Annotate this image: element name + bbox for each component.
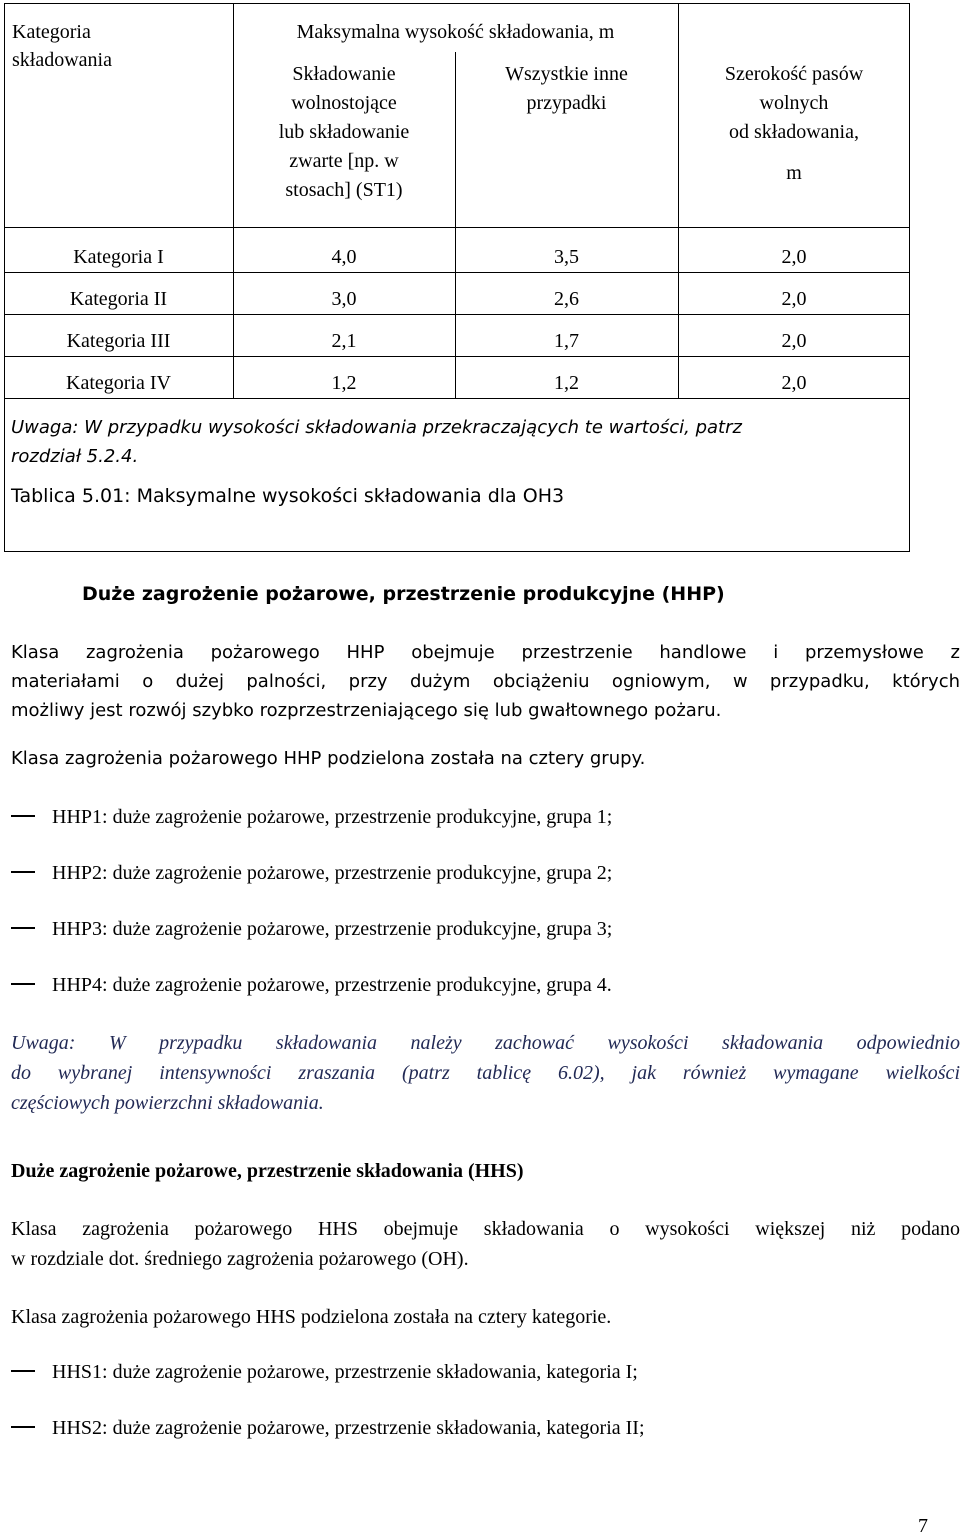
header-text: wolnych xyxy=(759,92,829,114)
row-value: 2,6 xyxy=(554,288,579,310)
table-note xyxy=(11,413,742,471)
row-value: 4,0 xyxy=(331,246,357,268)
list-item: HHS2: duże zagrożenie pożarowe, przestrzenie składowania, kategoria II; xyxy=(52,1417,645,1439)
paragraph-line: Klasa zagrożenia pożarowego HHP obejmuje przestrzenie handlowe i przemysłowe z xyxy=(11,642,960,663)
header-text: Szerokość pasów xyxy=(724,63,864,85)
page-number: 7 xyxy=(918,1515,928,1537)
table-caption: Tablica 5.01: Maksymalne wysokości składowania dla OH3 xyxy=(11,485,565,507)
header-text: m xyxy=(786,162,802,184)
row-category: Kategoria IV xyxy=(66,372,171,394)
row-category: Kategoria II xyxy=(69,288,168,310)
header-text: wolnostojące xyxy=(291,92,397,114)
row-value: 2,0 xyxy=(781,246,807,268)
header-text: przypadki xyxy=(526,92,607,114)
header-category xyxy=(12,18,112,74)
row-category: Kategoria III xyxy=(66,330,171,352)
header-text: od składowania, xyxy=(729,121,859,143)
header-text: stosach] (ST1) xyxy=(285,179,403,201)
row-value: 2,0 xyxy=(781,330,807,352)
header-text: składowania xyxy=(12,49,112,71)
paragraph-line: materiałami o dużej palności, przy dużym obciążeniu ogniowym, w przypadku, których xyxy=(11,671,960,692)
row-value: 3,5 xyxy=(554,246,579,268)
row-value: 2,1 xyxy=(331,330,357,352)
header-text: Składowanie xyxy=(292,63,396,85)
table-divider xyxy=(4,356,910,357)
note-line: Uwaga: W przypadku wysokości składowania przekraczających te wartości, patrz xyxy=(11,417,742,438)
header-standalone-storage xyxy=(233,60,455,205)
paragraph-line: możliwy jest rozwój szybko rozprzestrzeniającego się lub gwałtownego pożaru. xyxy=(11,700,722,721)
hhs-heading: Duże zagrożenie pożarowe, przestrzenie składowania (HHS) xyxy=(11,1160,524,1182)
table-divider xyxy=(4,272,910,273)
header-text: zwarte [np. w xyxy=(289,150,399,172)
note-line: częściowych powierzchni składowania. xyxy=(11,1092,324,1114)
dash-bullet-icon xyxy=(11,1370,35,1372)
dash-bullet-icon xyxy=(11,871,35,873)
header-free-strip-width xyxy=(678,60,910,188)
note-line: rozdział 5.2.4. xyxy=(11,446,139,467)
row-value: 2,0 xyxy=(781,288,807,310)
header-other-cases xyxy=(455,60,678,118)
note-line: do wybranej intensywności zraszania (patrz tablicę 6.02), jak również wymagane wielkości xyxy=(11,1062,960,1084)
dash-bullet-icon xyxy=(11,927,35,929)
table-divider xyxy=(4,227,910,228)
row-value: 1,2 xyxy=(331,372,357,394)
dash-bullet-icon xyxy=(11,815,35,817)
dash-bullet-icon xyxy=(11,983,35,985)
paragraph-line: w rozdziale dot. średniego zagrożenia pożarowego (OH). xyxy=(11,1248,469,1270)
paragraph-line: Klasa zagrożenia pożarowego HHS obejmuje składowania o wysokości większej niż podano xyxy=(11,1218,960,1240)
header-text: Wszystkie inne xyxy=(505,63,628,85)
row-value: 3,0 xyxy=(331,288,357,310)
row-value: 2,0 xyxy=(781,372,807,394)
header-max-height: Maksymalna wysokość składowania, m xyxy=(296,21,615,43)
row-value: 1,7 xyxy=(554,330,579,352)
note-line: Uwaga: W przypadku składowania należy zachować wysokości składowania odpowiednio xyxy=(11,1032,960,1054)
hhp-paragraph xyxy=(11,638,960,725)
hhp-heading: Duże zagrożenie pożarowe, przestrzenie produkcyjne (HHP) xyxy=(82,583,725,605)
table-divider xyxy=(4,314,910,315)
list-item: HHP3: duże zagrożenie pożarowe, przestrzenie produkcyjne, grupa 3; xyxy=(52,918,613,940)
list-item: HHS1: duże zagrożenie pożarowe, przestrzenie składowania, kategoria I; xyxy=(52,1361,638,1383)
hhs-paragraph xyxy=(11,1214,960,1274)
hhp-note xyxy=(11,1028,960,1118)
hhp-groups-intro: Klasa zagrożenia pożarowego HHP podzielona została na cztery grupy. xyxy=(11,748,646,769)
list-item: HHP1: duże zagrożenie pożarowe, przestrzenie produkcyjne, grupa 1; xyxy=(52,806,613,828)
list-item: HHP4: duże zagrożenie pożarowe, przestrzenie produkcyjne, grupa 4. xyxy=(52,974,612,996)
header-text: lub składowanie xyxy=(278,121,410,143)
header-text: Kategoria xyxy=(12,21,91,43)
list-item: HHP2: duże zagrożenie pożarowe, przestrzenie produkcyjne, grupa 2; xyxy=(52,862,613,884)
row-value: 1,2 xyxy=(554,372,579,394)
hhs-categories-intro: Klasa zagrożenia pożarowego HHS podzielona została na cztery kategorie. xyxy=(11,1306,612,1328)
table-divider xyxy=(4,398,910,399)
row-category: Kategoria I xyxy=(73,246,164,268)
dash-bullet-icon xyxy=(11,1426,35,1428)
